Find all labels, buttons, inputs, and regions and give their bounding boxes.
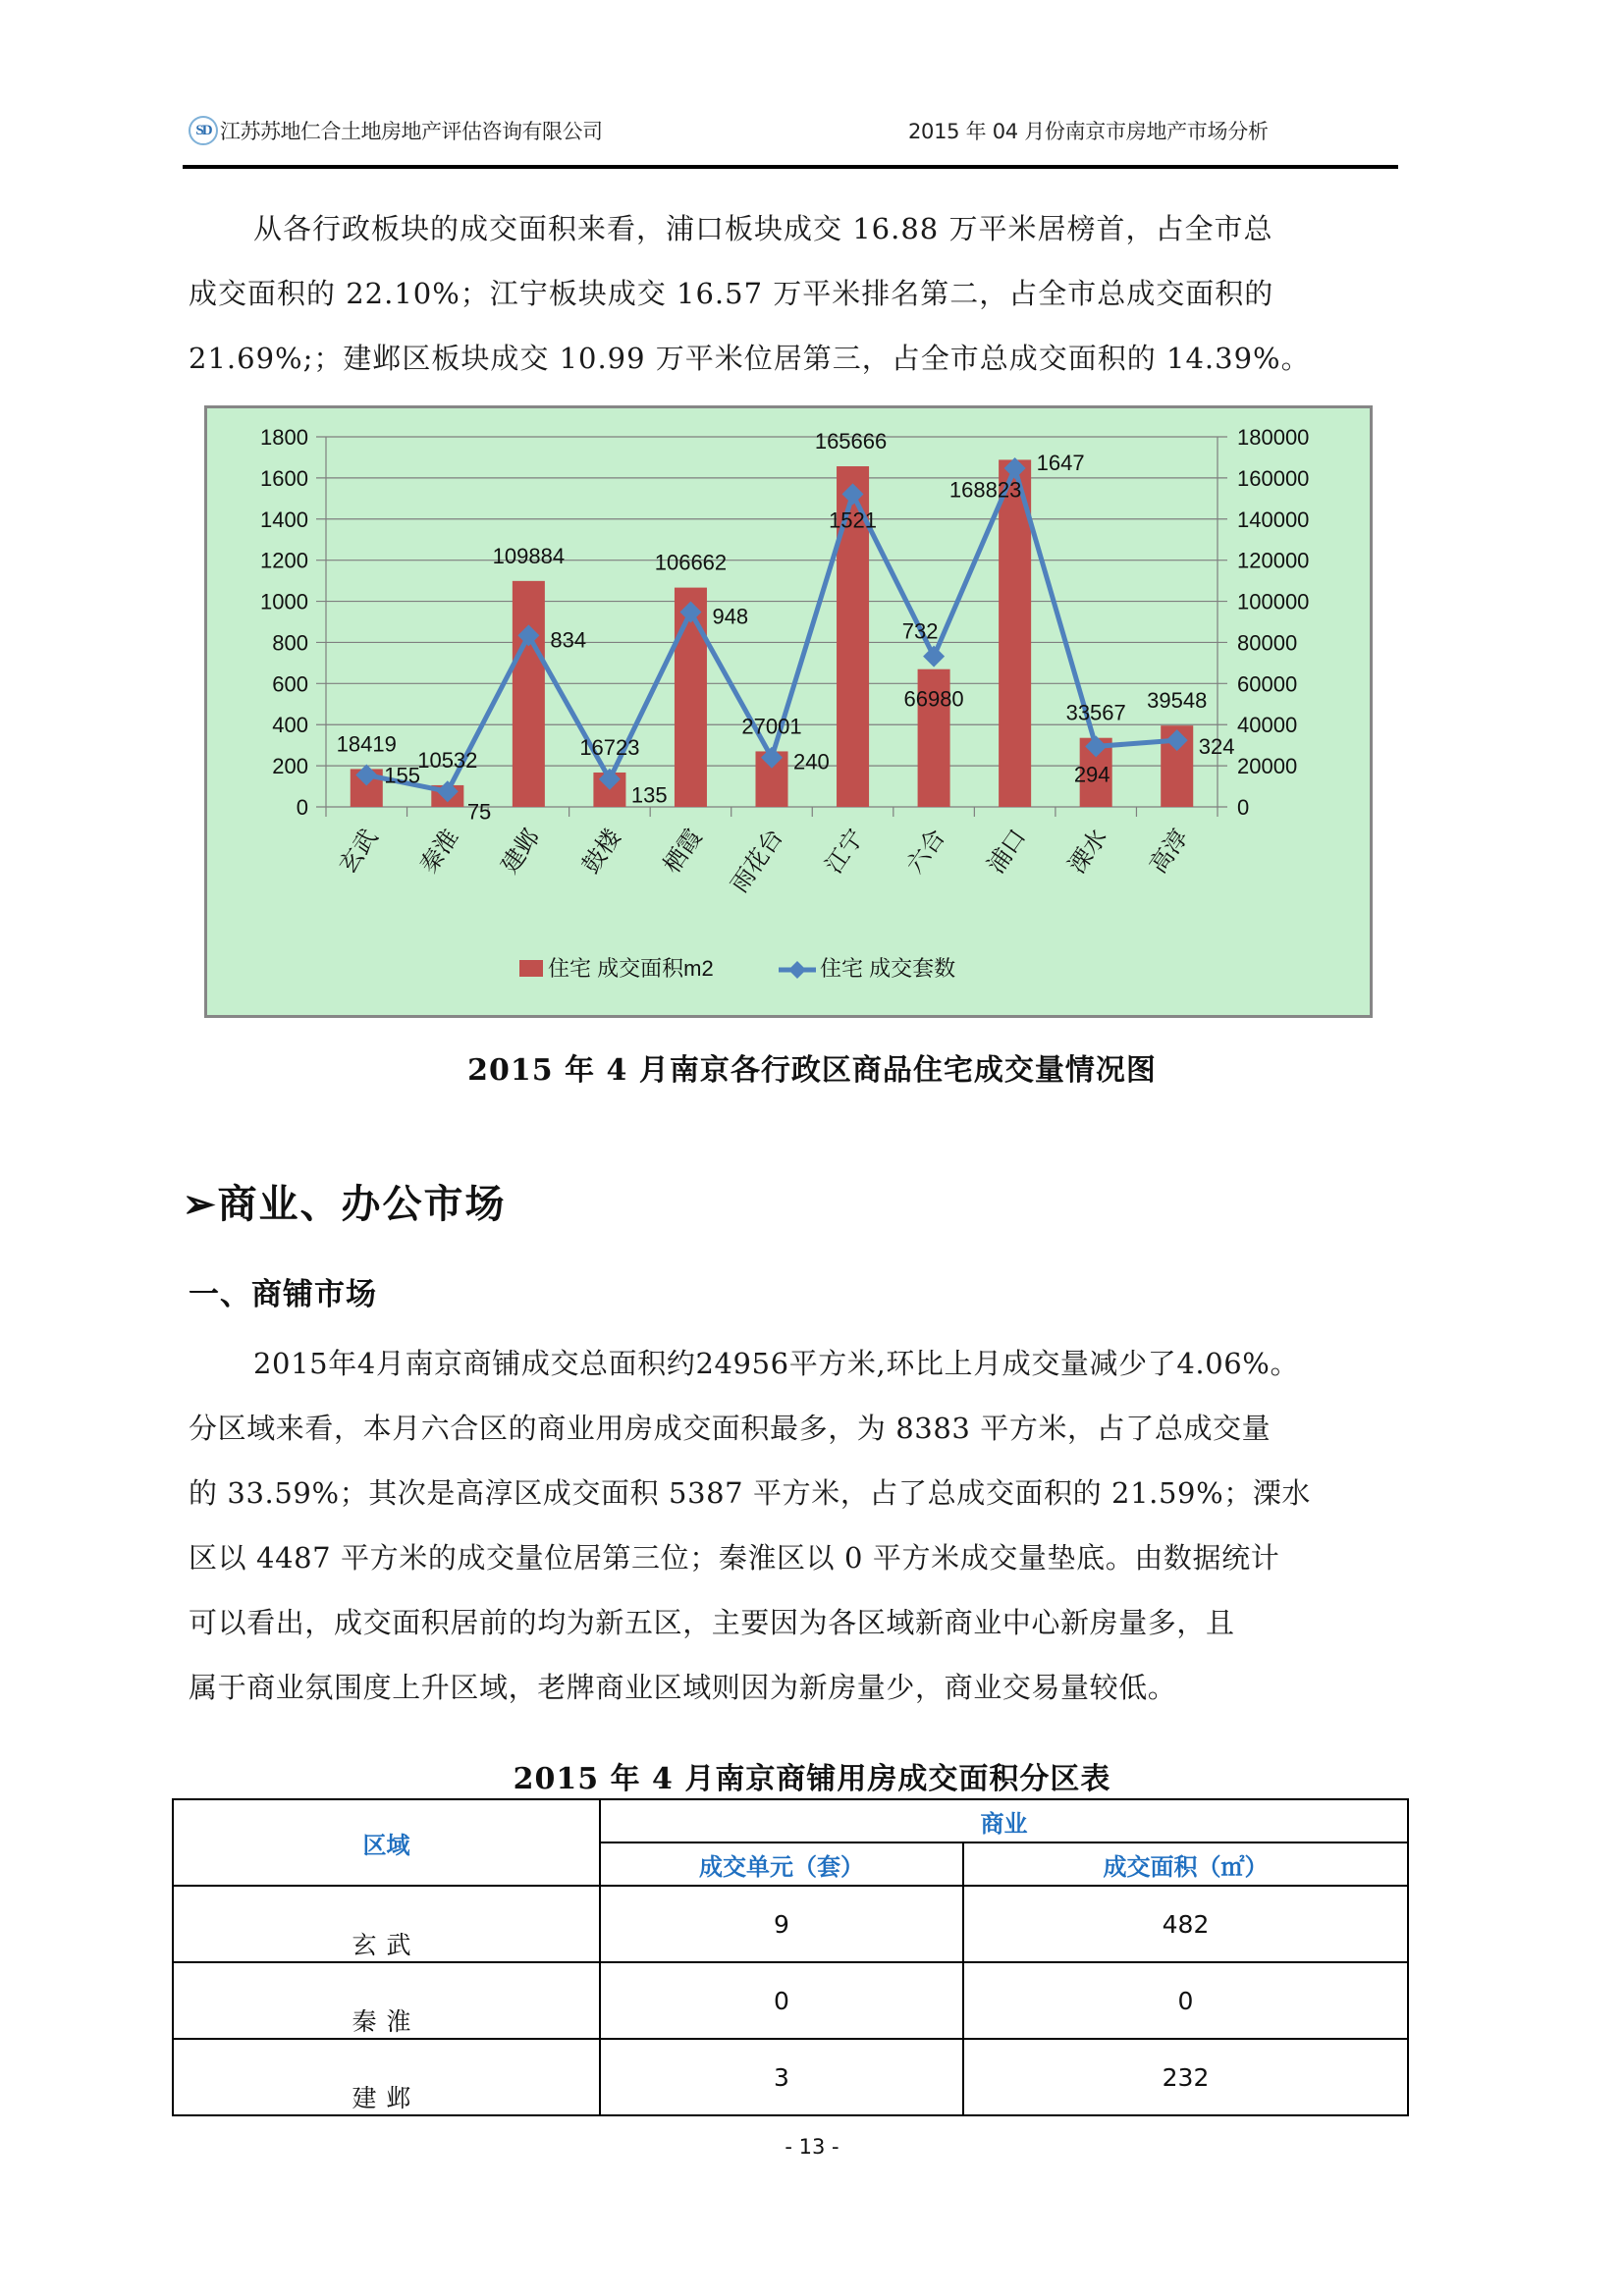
shop-line: 2015年4月南京商铺成交总面积约24956平方米,环比上月成交量减少了4.06%。 [253, 1347, 1300, 1380]
left-tick-label: 400 [272, 713, 308, 738]
bar-data-label: 165666 [814, 429, 888, 454]
legend-line-marker [788, 961, 806, 979]
header-divider [183, 165, 1398, 169]
district-chart [204, 405, 1373, 1018]
line-data-label: 732 [901, 618, 939, 644]
left-tick-label: 1800 [260, 425, 308, 450]
table-row [173, 1962, 1408, 2039]
intro-line: 从各行政板块的成交面积来看，浦口板块成交 16.88 万平米居榜首，占全市总 [253, 212, 1273, 245]
cell-area: 0 [963, 1962, 1408, 2039]
shop-line: 属于商业氛围度上升区域，老牌商业区域则因为新房量少，商业交易量较低。 [189, 1671, 1177, 1704]
cell-units: 0 [600, 1962, 963, 2039]
intro-line: 21.69%;；建邺区板块成交 10.99 万平米位居第三，占全市总成交面积的 14.39%。 [189, 342, 1311, 375]
line-data-label: 155 [384, 763, 420, 788]
bar-data-label: 16723 [579, 734, 640, 760]
line-data-label: 240 [793, 749, 830, 774]
right-tick-label: 80000 [1237, 630, 1298, 656]
category-label: 玄武 [334, 824, 384, 879]
line-data-label: 834 [550, 627, 587, 653]
cell-area: 232 [963, 2039, 1408, 2115]
cell-district: 建邺 [173, 2039, 600, 2115]
shop-area-table [172, 1798, 1409, 2116]
bar-data-label: 109884 [492, 543, 566, 568]
category-label: 雨花台 [726, 824, 788, 898]
page-number: - 13 - [785, 2135, 839, 2159]
bar-data-label: 66980 [903, 686, 964, 712]
bar-data-label: 10532 [417, 747, 478, 773]
table-row [173, 2039, 1408, 2115]
category-label: 高淳 [1144, 824, 1194, 879]
bar [513, 581, 545, 807]
line-data-label: 294 [1073, 762, 1110, 787]
category-label: 六合 [901, 824, 951, 879]
cell-district: 秦淮 [173, 1962, 600, 2039]
cell-units: 9 [600, 1886, 963, 1962]
shop-line: 区以 4487 平方米的成交量位居第三位；秦淮区以 0 平方米成交量垫底。由数据统计 [189, 1541, 1280, 1575]
category-label: 浦口 [982, 824, 1032, 879]
category-label: 秦淮 [415, 824, 464, 879]
section-heading [183, 1173, 507, 1229]
header-region: 区域 [173, 1799, 600, 1886]
shop-paragraph [189, 1331, 1386, 1720]
right-tick-label: 120000 [1237, 548, 1310, 573]
line-data-label: 1521 [829, 507, 878, 533]
shop-line: 分区域来看，本月六合区的商业用房成交面积最多，为 8383 平方米，占了总成交量 [189, 1412, 1272, 1445]
right-tick-label: 180000 [1237, 425, 1310, 450]
legend-line-label: 住宅 成交套数 [820, 956, 956, 981]
category-label: 建邺 [496, 824, 546, 879]
left-tick-label: 1200 [260, 548, 308, 573]
figure-caption: 2015 年 4 月南京各行政区商品住宅成交量情况图 [467, 1053, 1157, 1088]
line-data-label: 948 [712, 604, 749, 629]
section-heading-text: 商业、办公市场 [217, 1181, 507, 1227]
series-line [366, 468, 1176, 791]
category-label: 鼓楼 [577, 824, 626, 879]
right-tick-label: 140000 [1237, 507, 1310, 532]
right-tick-label: 160000 [1237, 465, 1310, 491]
line-marker [923, 646, 945, 667]
chart-svg [207, 408, 1370, 1015]
left-tick-label: 0 [296, 795, 308, 820]
subsection-heading: 一、商铺市场 [189, 1277, 377, 1312]
header-area: 成交面积（㎡） [963, 1842, 1408, 1886]
line-data-label: 324 [1198, 734, 1235, 760]
left-tick-label: 800 [272, 630, 308, 656]
bar-data-label: 33567 [1065, 700, 1126, 725]
category-label: 栖霞 [658, 824, 708, 879]
cell-units: 3 [600, 2039, 963, 2115]
left-tick-label: 1000 [260, 589, 308, 614]
line-data-label: 1647 [1036, 451, 1085, 476]
legend-bar-label: 住宅 成交面积m2 [548, 956, 714, 981]
company-name: 江苏苏地仁合土地房地产评估咨询有限公司 [220, 120, 603, 143]
line-data-label: 75 [466, 799, 492, 825]
shop-line: 的 33.59%；其次是高淳区成交面积 5387 平方米，占了总成交面积的 21.59%；溧水 [189, 1476, 1312, 1510]
right-tick-label: 60000 [1237, 671, 1298, 697]
left-tick-label: 1400 [260, 507, 308, 532]
arrow-bullet-icon: ➢ [183, 1181, 218, 1227]
bar-data-label: 27001 [741, 714, 802, 739]
cell-area: 482 [963, 1886, 1408, 1962]
shop-line: 可以看出，成交面积居前的均为新五区，主要因为各区域新商业中心新房量多，且 [189, 1606, 1235, 1639]
bar-data-label: 106662 [654, 550, 728, 575]
cell-district: 玄武 [173, 1886, 600, 1962]
header-commercial: 商业 [600, 1799, 1408, 1842]
table-caption: 2015 年 4 月南京商铺用房成交面积分区表 [513, 1762, 1111, 1796]
legend-bar-swatch [519, 960, 543, 977]
right-tick-label: 0 [1237, 795, 1250, 820]
report-title: 2015 年 04 月份南京市房地产市场分析 [908, 120, 1269, 143]
company-logo: SD [189, 116, 218, 145]
right-tick-label: 100000 [1237, 589, 1310, 614]
bar-data-label: 18419 [336, 731, 397, 757]
table-row [173, 1886, 1408, 1962]
category-label: 江宁 [820, 824, 870, 879]
right-tick-label: 40000 [1237, 713, 1298, 738]
header-units: 成交单元（套） [600, 1842, 963, 1886]
bar-data-label: 168823 [948, 477, 1022, 503]
intro-line: 成交面积的 22.10%；江宁板块成交 16.57 万平米排名第二，占全市总成交面积的 [189, 277, 1274, 310]
bar-data-label: 39548 [1147, 688, 1208, 714]
left-tick-label: 200 [272, 754, 308, 779]
left-tick-label: 600 [272, 671, 308, 697]
right-tick-label: 20000 [1237, 754, 1298, 779]
line-data-label: 135 [630, 782, 668, 808]
category-label: 溧水 [1063, 824, 1113, 879]
left-tick-label: 1600 [260, 465, 308, 491]
intro-paragraph [189, 196, 1386, 391]
